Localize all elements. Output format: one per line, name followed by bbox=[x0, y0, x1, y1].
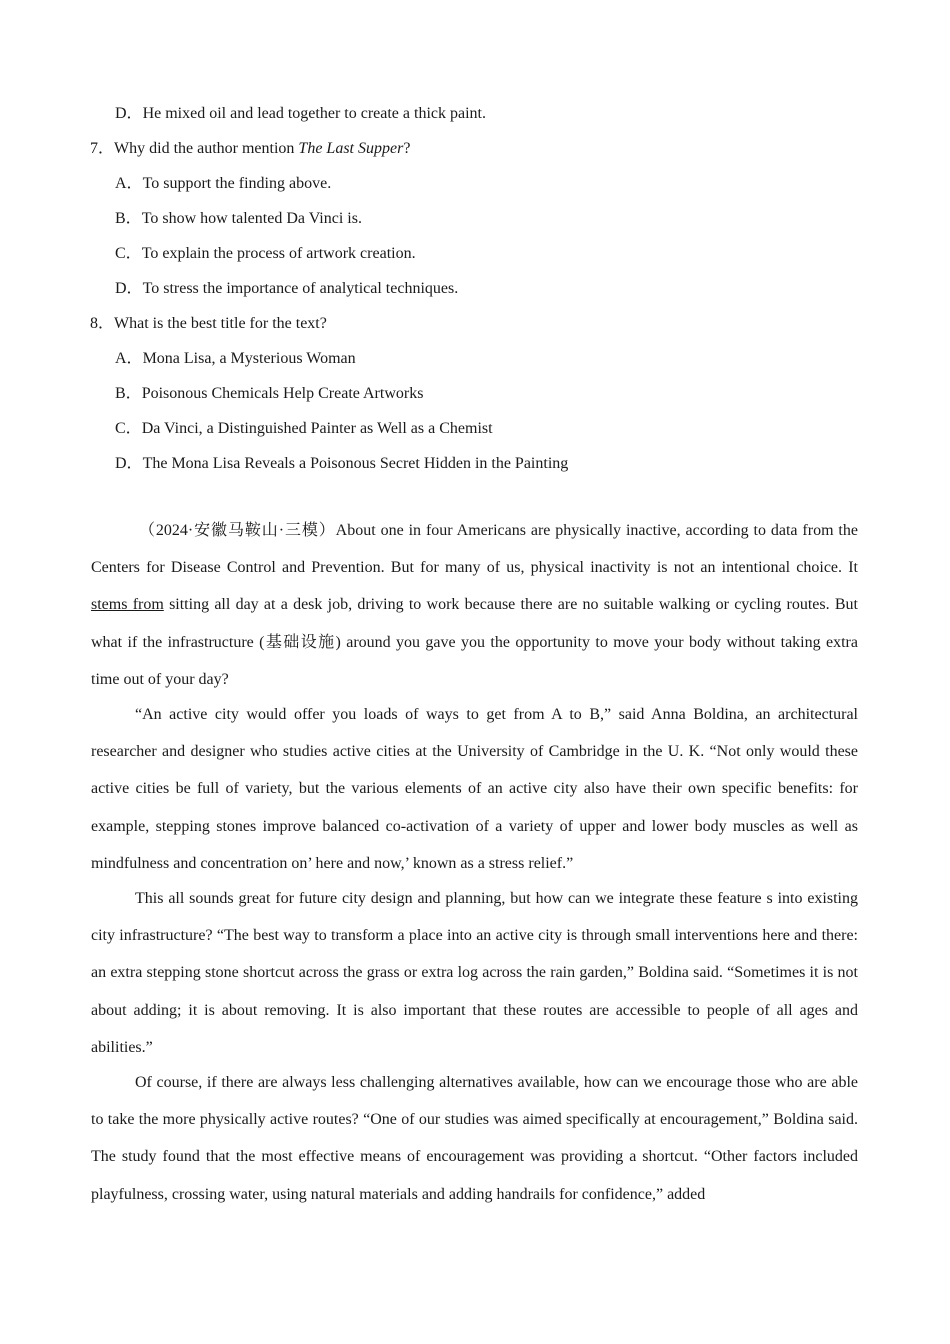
italic-title: The Last Supper bbox=[298, 140, 404, 157]
question-7-option-a: A．To support the finding above. bbox=[115, 175, 332, 192]
question-number: 8． bbox=[90, 315, 115, 332]
passage-paragraph-4: Of course, if there are always less challenging alternatives available, how can we encourage those who are able to take the more physically active routes? “One of our studies was aimed specifically at encouragement,” Boldina said. The study found that the most effective means of encouragement was providing a shortcut. “Other factors included playfulness, crossing water, using natural materials and adding handrails for confidence,” added bbox=[91, 1074, 858, 1203]
source-tag: （2024·安徽马鞍山·三模） bbox=[139, 522, 336, 539]
question-8-option-d: D．The Mona Lisa Reveals a Poisonous Secret Hidden in the Painting bbox=[115, 455, 569, 472]
underlined-phrase: stems from bbox=[91, 596, 164, 614]
question-8-option-b: B．Poisonous Chemicals Help Create Artworks bbox=[115, 385, 424, 402]
question-7-stem: 7．Why did the author mention The Last Supper? bbox=[90, 140, 411, 157]
question-8-option-c: C．Da Vinci, a Distinguished Painter as Well as a Chemist bbox=[115, 420, 493, 437]
question-8-stem: 8．What is the best title for the text? bbox=[90, 315, 327, 332]
question-7-option-c: C．To explain the process of artwork creation. bbox=[115, 245, 416, 262]
prev-question-option-d bbox=[115, 100, 486, 123]
option-text: He mixed oil and lead together to create a thick paint. bbox=[142, 105, 486, 122]
question-7-option-b: B．To show how talented Da Vinci is. bbox=[115, 210, 362, 227]
option-letter: D． bbox=[115, 105, 143, 122]
passage-paragraph-2: “An active city would offer you loads of ways to get from A to B,” said Anna Boldina, an architectural researcher and designer who studies active cities at the University of Cambridge in the U. K. “Not only would these active cities be full of variety, but the various elements of an active city also have their own specific benefits: for example, stepping stones improve balanced co-activation of a variety of upper and lower body muscles as well as mindfulness and concentration on’ here and now,’ known as a stress relief.” bbox=[91, 706, 858, 872]
question-number: 7． bbox=[90, 140, 115, 157]
question-7-option-d: D．To stress the importance of analytical techniques. bbox=[115, 280, 459, 297]
question-8-option-a: A．Mona Lisa, a Mysterious Woman bbox=[115, 350, 356, 367]
passage-paragraph-3: This all sounds great for future city design and planning, but how can we integrate these feature s into existing city infrastructure? “The best way to transform a place into an active city is through small interventions here and there: an extra stepping stone shortcut across the grass or extra log across the rain garden,” Boldina said. “Sometimes it is not about adding; it is about removing. It is also important that these routes are accessible to people of all ages and abilities.” bbox=[91, 890, 858, 1056]
passage-paragraph-1: （2024·安徽马鞍山·三模）About one in four Americans are physically inactive, according to data from the Centers for Disease Control and Prevention. But for many of us, physical inactivity is not an intentional choice. It stems from sitting all day at a desk job, driving to work because there are no suitable walking or cycling routes. But what if the infrastructure (基础设施) around you gave you the opportunity to move your body without taking extra time out of your day? bbox=[91, 522, 859, 688]
